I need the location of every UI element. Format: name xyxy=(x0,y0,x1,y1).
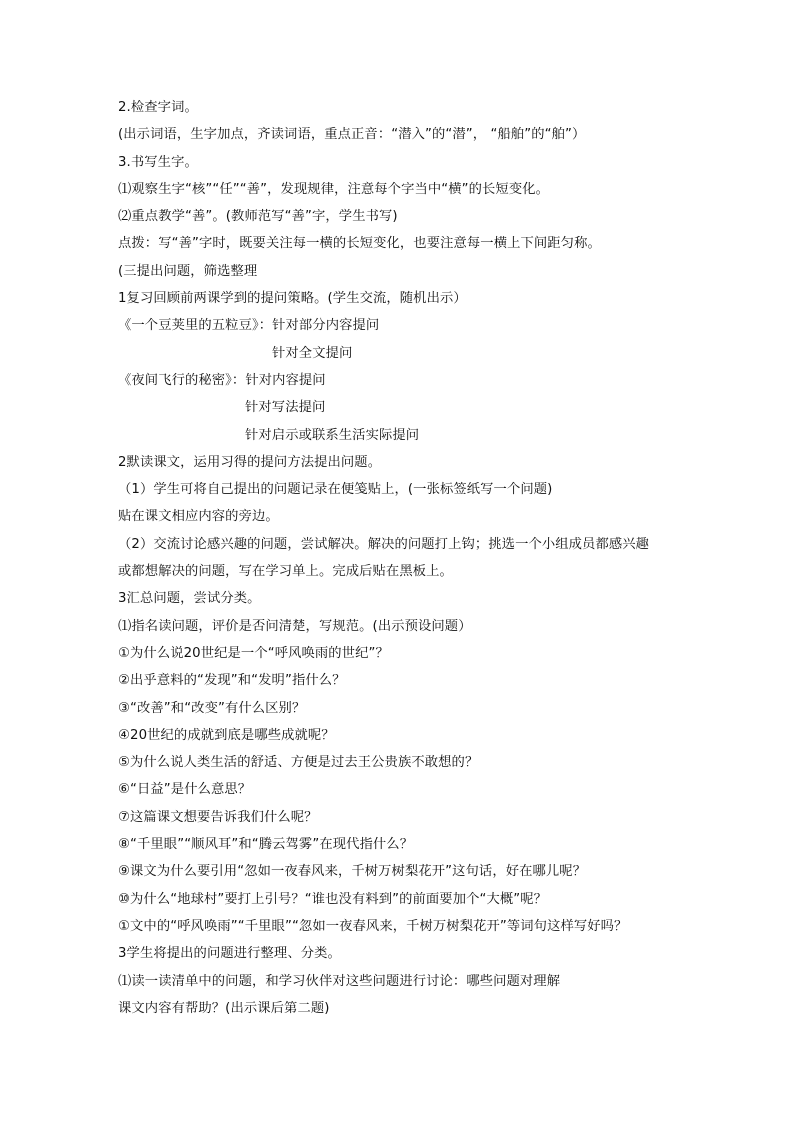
text-line: 针对启示或联系生活实际提问 xyxy=(245,427,420,443)
text-line: 点拨：写“善”字时，既要关注每一横的长短变化，也要注意每一横上下间距匀称。 xyxy=(118,236,601,252)
question-item: ⑥“日益”是什么意思？ xyxy=(118,782,252,798)
text-line: (出示词语，生字加点，齐读词语，重点正音：“潜入”的“潜”， “船舶”的“舶”） xyxy=(118,127,586,143)
text-line: 课文内容有帮助？(出示课后第二题) xyxy=(118,1000,330,1016)
section-heading: (三提出问题，筛选整理 xyxy=(118,263,258,279)
question-item: ①为什么说20世纪是一个“呼风唤雨的世纪”？ xyxy=(118,645,389,661)
text-line: 3学生将提出的问题进行整理、分类。 xyxy=(118,946,341,962)
question-item: ③“改善”和“改变”有什么区别？ xyxy=(118,700,306,716)
text-line: ⑵重点教学“善”。(教师范写“善”字，学生书写) xyxy=(118,209,398,225)
question-item: ⑦这篇课文想要告诉我们什么呢？ xyxy=(118,809,318,825)
text-line: 贴在课文相应内容的旁边。 xyxy=(118,509,279,525)
text-line: 2默读课文，运用习得的提问方法提出问题。 xyxy=(118,454,382,470)
text-line: ⑴观察生字“核”“任”“善”，发现规律，注意每个字当中“横”的长短变化。 xyxy=(118,181,550,197)
text-line: （2）交流讨论感兴趣的问题，尝试解决。解决的问题打上钩；挑选一个小组成员都感兴趣 xyxy=(118,536,650,552)
question-item: ⑧“千里眼”“顺风耳”和“腾云驾雾”在现代指什么？ xyxy=(118,837,414,853)
question-item: ⑤为什么说人类生活的舒适、方便是过去王公贵族不敢想的？ xyxy=(118,755,479,771)
text-line: 针对写法提问 xyxy=(245,400,326,416)
document-body xyxy=(118,94,698,1022)
text-line: 3汇总问题，尝试分类。 xyxy=(118,591,261,607)
text-line: 《夜间飞行的秘密》：针对内容提问 xyxy=(118,372,326,388)
question-item: ②出乎意料的“发现”和“发明”指什么？ xyxy=(118,673,346,689)
question-item: ①文中的“呼风唤雨”“千里眼”“忽如一夜春风来，千树万树梨花开”等词句这样写好吗？ xyxy=(118,918,628,934)
question-item: ④20世纪的成就到底是哪些成就呢？ xyxy=(118,727,335,743)
text-line: 3.书写生字。 xyxy=(118,154,198,170)
text-line: 针对全文提问 xyxy=(272,345,353,361)
text-line: 2.检查字词。 xyxy=(118,100,198,115)
text-line: 或都想解决的问题，写在学习单上。完成后贴在黑板上。 xyxy=(118,564,453,580)
text-line: （1）学生可将自己提出的问题记录在便笺贴上，(一张标签纸写一个问题) xyxy=(118,482,553,498)
question-item: ⑩为什么“地球村”要打上引号？“谁也没有料到”的前面要加个“大概”呢？ xyxy=(118,891,548,907)
text-line: ⑴指名读问题，评价是否问清楚，写规范。(出示预设问题） xyxy=(118,618,472,634)
text-line: 《一个豆荚里的五粒豆》：针对部分内容提问 xyxy=(118,318,380,334)
question-item: ⑨课文为什么要引用“忽如一夜春风来，千树万树梨花开”这句话，好在哪儿呢？ xyxy=(118,864,587,880)
text-line: 1复习回顾前两课学到的提问策略。(学生交流，随机出示） xyxy=(118,291,467,307)
text-line: ⑴读一读清单中的问题，和学习伙伴对这些问题进行讨论：哪些问题对理解 xyxy=(118,973,561,989)
